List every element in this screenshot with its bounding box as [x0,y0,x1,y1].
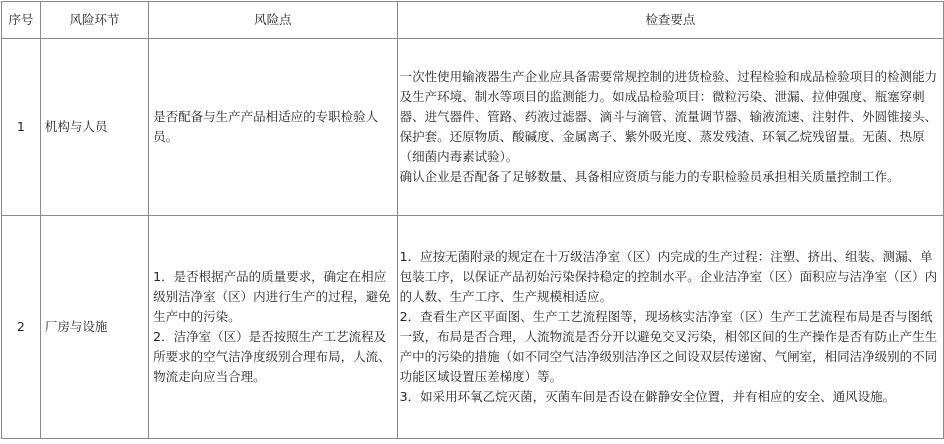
table-row [2,39,944,216]
check-paragraph: 确认企业是否配备了足够数量、具备相应资质与能力的专职检验员承担相关质量控制工作。 [399,169,900,184]
header-check-points: 检查要点 [397,2,943,39]
header-no: 序号 [2,2,41,39]
check-paragraph: 一次性使用输液器生产企业应具备需要常规控制的进货检验、过程检验和成品检验项目的检测能力及生产环境、制水等项目的监测能力。如成品检验项目：微粒污染、泄漏、拉伸强度、瓶塞穿刺器、进气器件、管路、药液过滤器、滴斗与滴管、流量调节器、输液流速、注射件、外圆锥接头、保护套。还原物质、酸碱度、金属离子、紫外吸光度、蒸发残渣、环氧乙烷残留量。无菌、热原（细菌内毒素试验）。 [399,69,938,164]
row-risk-link: 厂房与设施 [40,216,148,439]
row-check-points [397,39,943,216]
table-header-row [2,2,944,39]
check-paragraph: 2．查看生产区平面图、生产工艺流程图等，现场核实洁净室（区）生产工艺流程布局是否与图纸一致，布局是否合理，人流物流是否分开以避免交叉污染，相邻区间的生产操作是否有防止产生生产中的污染的措施（如不同空气洁净级别洁净区之间设双层传递窗、气闸室，相同洁净级别的不同功能区域设置压差梯度）等。 [399,309,938,384]
row-risk-link: 机构与人员 [40,39,148,216]
header-risk-link: 风险环节 [40,2,148,39]
row-risk-point [149,216,398,439]
header-risk-point: 风险点 [149,2,398,39]
risk-paragraph: 1．是否根据产品的质量要求，确定在相应级别洁净室（区）内进行生产的过程，避免生产中的污染。 [153,269,391,324]
risk-check-table [1,1,944,439]
check-paragraph: 1．应按无菌附录的规定在十万级洁净室（区）内完成的生产过程：注塑、挤出、组装、测漏、单包装工序，以保证产品初始污染保持稳定的控制水平。企业洁净室（区）面积应与洁净室（区）内的人数、生产工序、生产规模相适应。 [399,249,938,304]
row-no: 1 [2,39,41,216]
row-no: 2 [2,216,41,439]
risk-text: 是否配备与生产产品相适应的专职检验人员。 [153,109,379,144]
row-check-points [397,216,943,439]
table-row [2,216,944,439]
risk-paragraph: 2．洁净室（区）是否按照生产工艺流程及所要求的空气洁净度级别合理布局，人流、物流走向应当合理。 [153,329,391,384]
row-risk-point [149,39,398,216]
check-paragraph: 3．如采用环氧乙烷灭菌，灭菌车间是否设在僻静安全位置，并有相应的安全、通风设施。 [399,389,896,404]
